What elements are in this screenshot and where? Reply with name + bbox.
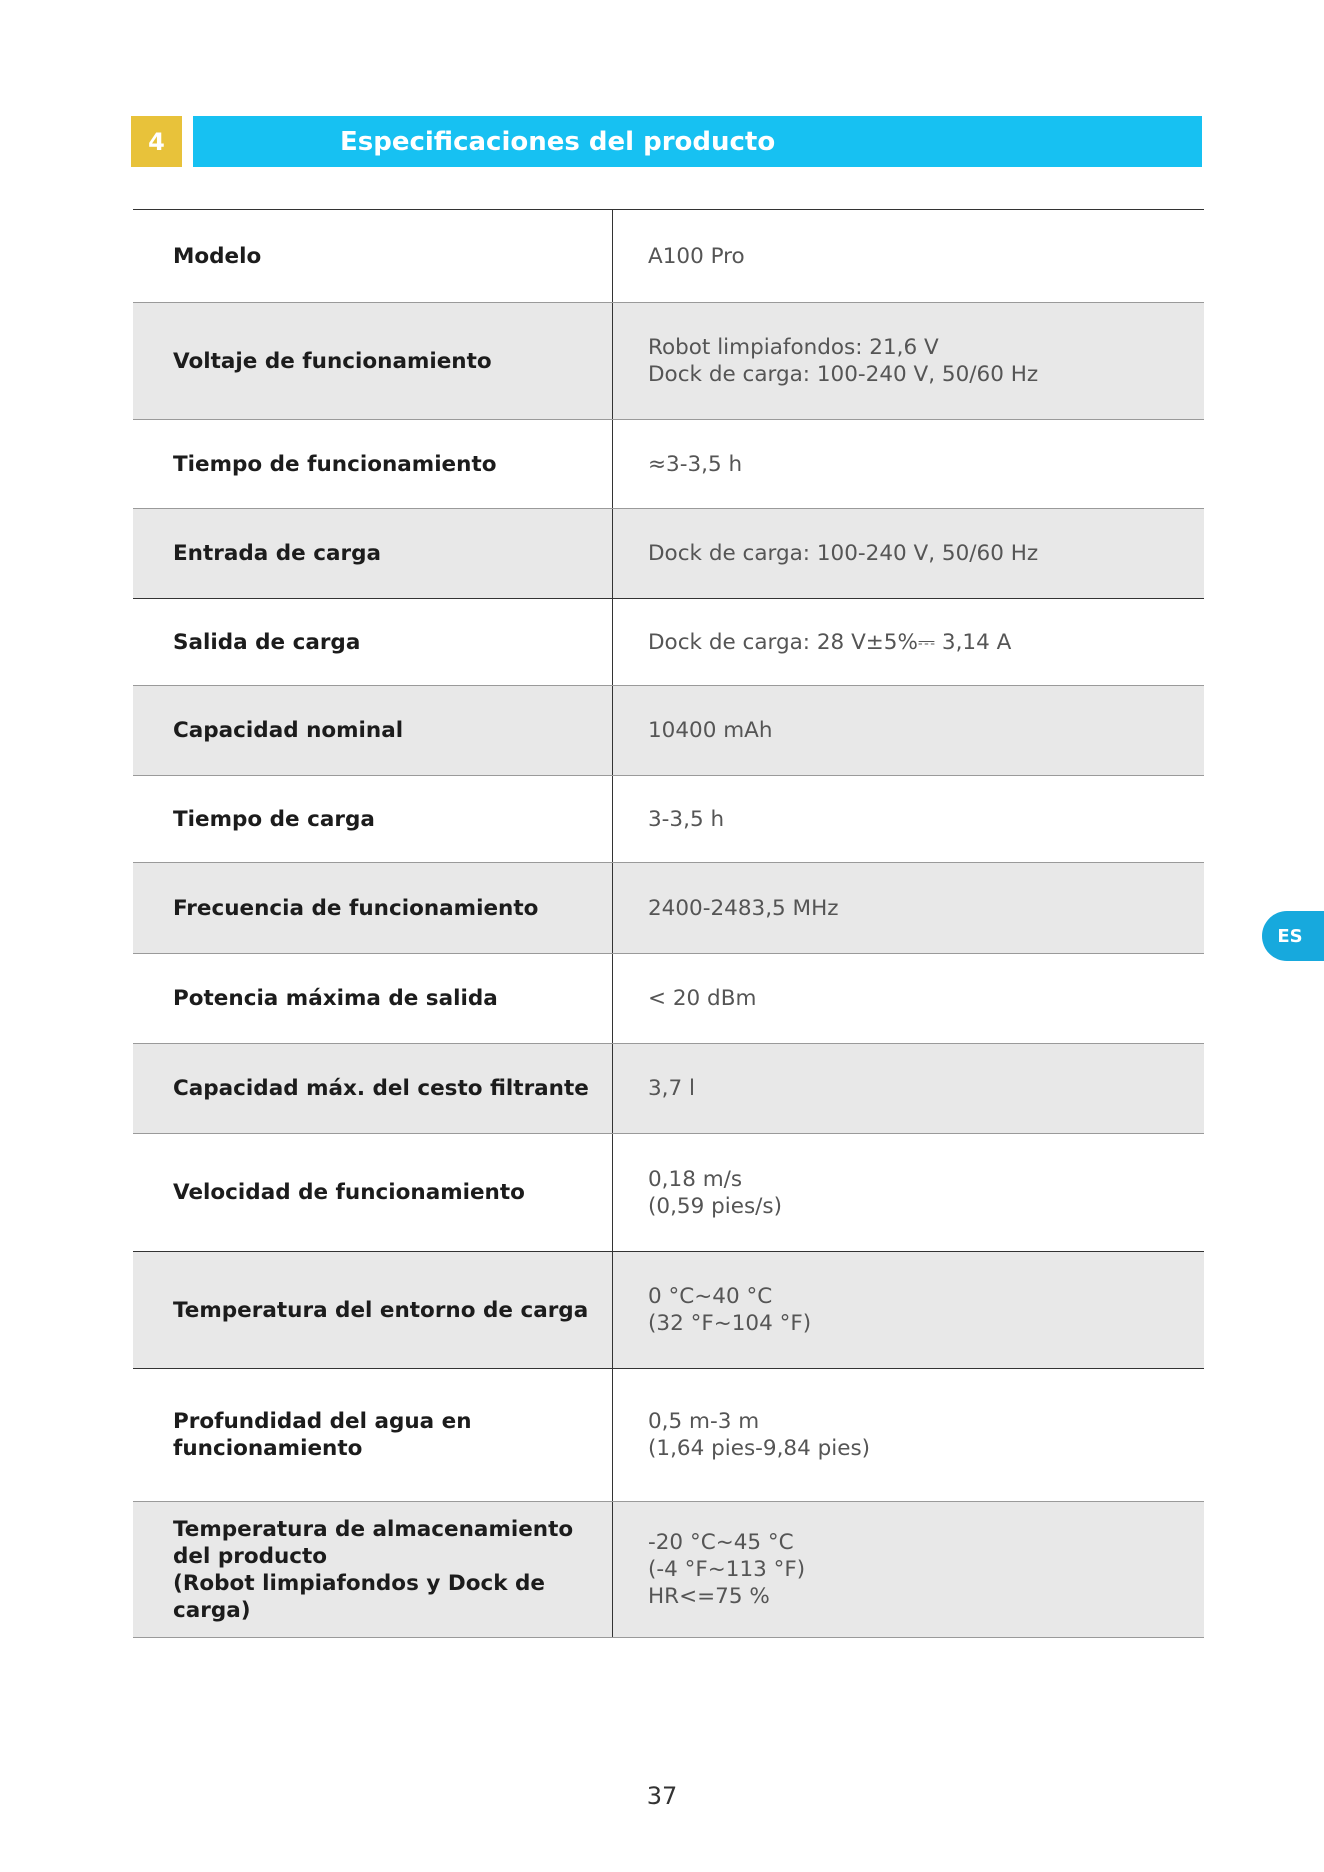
spec-value-line: Dock de carga: 28 V±5%⎓ 3,14 A: [648, 629, 1012, 655]
spec-value-line: 0,18 m/s: [648, 1166, 743, 1192]
spec-value-line: 2400-2483,5 MHz: [648, 895, 839, 921]
spec-row-speed: [133, 1134, 1204, 1252]
spec-label: Salida de carga: [133, 599, 613, 685]
spec-label: Frecuencia de funcionamiento: [133, 863, 613, 953]
spec-label: Entrada de carga: [133, 509, 613, 598]
spec-value-line: A100 Pro: [648, 243, 745, 269]
spec-row-basket: [133, 1044, 1204, 1134]
spec-row-charge-time: [133, 776, 1204, 863]
spec-value-line: -20 °C~45 °C: [648, 1530, 794, 1555]
spec-row-max-power: [133, 954, 1204, 1044]
spec-row-water-depth: [133, 1369, 1204, 1502]
section-title: [193, 116, 1202, 167]
spec-value: [613, 863, 1204, 953]
spec-label: Velocidad de funcionamiento: [133, 1134, 613, 1251]
spec-value-line: HR<=75 %: [648, 1584, 770, 1609]
section-title-text: Especificaciones del producto: [340, 126, 776, 157]
spec-label: Temperatura de almacenamiento del producto (Robot limpiafondos y Dock de carga): [133, 1502, 613, 1637]
spec-row-charge-input: [133, 509, 1204, 599]
spec-value: [613, 599, 1204, 685]
spec-label: Potencia máxima de salida: [133, 954, 613, 1043]
spec-value-line: 3-3,5 h: [648, 806, 725, 832]
spec-value-line: ≈3-3,5 h: [648, 451, 743, 477]
spec-value: [613, 776, 1204, 862]
spec-row-runtime: [133, 420, 1204, 509]
spec-value-line: < 20 dBm: [648, 986, 757, 1011]
spec-label: Capacidad máx. del cesto filtrante: [133, 1044, 613, 1133]
spec-value-line: 10400 mAh: [648, 718, 773, 743]
spec-row-storage-temp: [133, 1502, 1204, 1638]
spec-value: [613, 1369, 1204, 1501]
spec-value: [613, 303, 1204, 419]
spec-value-line: Dock de carga: 100-240 V, 50/60 Hz: [648, 541, 1039, 566]
spec-value: [613, 1502, 1204, 1637]
section-number: 4: [131, 116, 182, 167]
spec-label: Temperatura del entorno de carga: [133, 1252, 613, 1368]
spec-value-line: 0 °C~40 °C: [648, 1284, 773, 1309]
spec-value-line: (32 °F~104 °F): [648, 1311, 812, 1336]
spec-row-voltage: [133, 303, 1204, 420]
spec-value: [613, 1252, 1204, 1368]
spec-label: Tiempo de carga: [133, 776, 613, 862]
language-tab[interactable]: ES: [1262, 911, 1324, 961]
spec-value: [613, 954, 1204, 1043]
spec-value: [613, 686, 1204, 775]
spec-value: [613, 210, 1204, 302]
spec-value-line: (-4 °F~113 °F): [648, 1557, 806, 1582]
spec-table: [133, 209, 1204, 1638]
spec-value-line: 3,7 l: [648, 1076, 695, 1101]
spec-value: [613, 420, 1204, 508]
spec-label: Profundidad del agua en funcionamiento: [133, 1369, 613, 1501]
spec-value-line: Dock de carga: 100-240 V, 50/60 Hz: [648, 362, 1039, 387]
spec-row-capacity: [133, 686, 1204, 776]
spec-value: [613, 1044, 1204, 1133]
spec-label: Capacidad nominal: [133, 686, 613, 775]
spec-value-line: (1,64 pies-9,84 pies): [648, 1436, 871, 1461]
spec-label: Voltaje de funcionamiento: [133, 303, 613, 419]
spec-value-line: Robot limpiafondos: 21,6 V: [648, 335, 939, 360]
spec-value-line: (0,59 pies/s): [648, 1193, 782, 1219]
spec-label: Modelo: [133, 210, 613, 302]
section-header: [131, 116, 1202, 167]
page-number: 37: [646, 1782, 678, 1810]
spec-value-line: 0,5 m-3 m: [648, 1409, 760, 1434]
spec-value: [613, 1134, 1204, 1251]
spec-row-charge-output: [133, 599, 1204, 686]
spec-row-frequency: [133, 863, 1204, 954]
spec-row-model: [133, 210, 1204, 303]
spec-label: Tiempo de funcionamiento: [133, 420, 613, 508]
spec-row-charge-temp: [133, 1252, 1204, 1369]
spec-value: [613, 509, 1204, 598]
